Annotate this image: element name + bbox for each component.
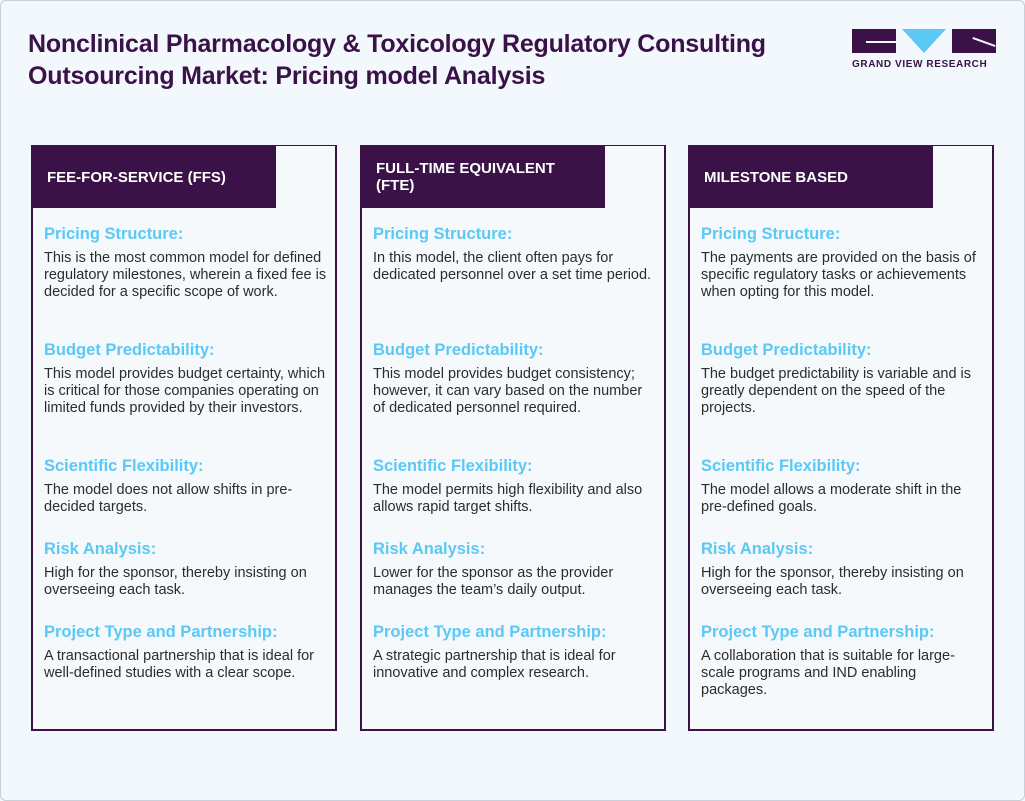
section-pricing-structure xyxy=(701,224,986,301)
logo-g-mark-icon xyxy=(852,29,896,53)
section-pricing-structure xyxy=(44,224,329,301)
section-text: The model allows a moderate shift in the pre-defined goals. xyxy=(701,482,962,515)
section-budget-predictability xyxy=(701,340,986,417)
section-text: This model provides budget consistency; however, it can vary based on the number of dedicated personnel required. xyxy=(373,366,643,416)
section-heading: Risk Analysis: xyxy=(44,540,157,558)
section-heading: Pricing Structure: xyxy=(701,225,841,243)
section-text: Lower for the sponsor as the provider manages the team’s daily output. xyxy=(373,565,614,598)
card-title: FEE-FOR-SERVICE (FFS) xyxy=(33,146,276,208)
section-heading: Pricing Structure: xyxy=(373,225,513,243)
section-text: High for the sponsor, thereby insisting on overseeing each task. xyxy=(44,565,307,598)
section-text: The model does not allow shifts in pre-decided targets. xyxy=(44,482,293,515)
section-heading: Budget Predictability: xyxy=(373,341,544,359)
logo-v-mark-icon xyxy=(902,29,946,53)
section-text: A collaboration that is suitable for large-scale programs and IND enabling packages. xyxy=(701,648,955,698)
section-project-type-and-partnership xyxy=(44,622,329,682)
card-title: MILESTONE BASED xyxy=(690,146,933,208)
section-text: High for the sponsor, thereby insisting on overseeing each task. xyxy=(701,565,964,598)
section-heading: Project Type and Partnership: xyxy=(701,623,935,641)
grand-view-research-logo xyxy=(852,29,996,70)
section-heading: Scientific Flexibility: xyxy=(701,457,861,475)
section-text: The payments are provided on the basis of specific regulatory tasks or achievements when opting for this model. xyxy=(701,250,976,300)
section-budget-predictability xyxy=(373,340,658,417)
card-fee-for-service xyxy=(31,145,337,731)
card-milestone-based xyxy=(688,145,994,731)
section-text: The model permits high flexibility and also allows rapid target shifts. xyxy=(373,482,643,515)
section-heading: Pricing Structure: xyxy=(44,225,184,243)
section-risk-analysis xyxy=(44,539,329,599)
section-heading: Scientific Flexibility: xyxy=(44,457,204,475)
section-heading: Project Type and Partnership: xyxy=(373,623,607,641)
section-heading: Scientific Flexibility: xyxy=(373,457,533,475)
section-scientific-flexibility xyxy=(44,456,329,516)
page-title: Nonclinical Pharmacology & Toxicology Regulatory Consulting Outsourcing Market: Pricing model Analysis xyxy=(28,30,766,90)
section-heading: Budget Predictability: xyxy=(701,341,872,359)
logo-r-mark-icon xyxy=(952,29,996,53)
section-project-type-and-partnership xyxy=(373,622,658,682)
card-full-time-equivalent xyxy=(360,145,666,731)
section-heading: Risk Analysis: xyxy=(373,540,486,558)
section-text: This model provides budget certainty, which is critical for those companies operating on limited funds provided by their investors. xyxy=(44,366,326,416)
section-risk-analysis xyxy=(701,539,986,599)
section-text: A transactional partnership that is ideal for well-defined studies with a clear scope. xyxy=(44,648,315,681)
section-text: The budget predictability is variable and is greatly dependent on the speed of the projects. xyxy=(701,366,972,416)
logo-text: GRAND VIEW RESEARCH xyxy=(852,59,988,70)
section-text: This is the most common model for defined regulatory milestones, wherein a fixed fee is decided for a specific scope of work. xyxy=(44,250,327,300)
section-risk-analysis xyxy=(373,539,658,599)
section-text: In this model, the client often pays for dedicated personnel over a set time period. xyxy=(373,250,652,283)
section-scientific-flexibility xyxy=(373,456,658,516)
section-heading: Project Type and Partnership: xyxy=(44,623,278,641)
section-text: A strategic partnership that is ideal for innovative and complex research. xyxy=(373,648,616,681)
section-heading: Risk Analysis: xyxy=(701,540,814,558)
card-title: FULL-TIME EQUIVALENT (FTE) xyxy=(362,146,605,208)
section-budget-predictability xyxy=(44,340,329,417)
section-heading: Budget Predictability: xyxy=(44,341,215,359)
section-scientific-flexibility xyxy=(701,456,986,516)
section-project-type-and-partnership xyxy=(701,622,986,699)
section-pricing-structure xyxy=(373,224,658,284)
